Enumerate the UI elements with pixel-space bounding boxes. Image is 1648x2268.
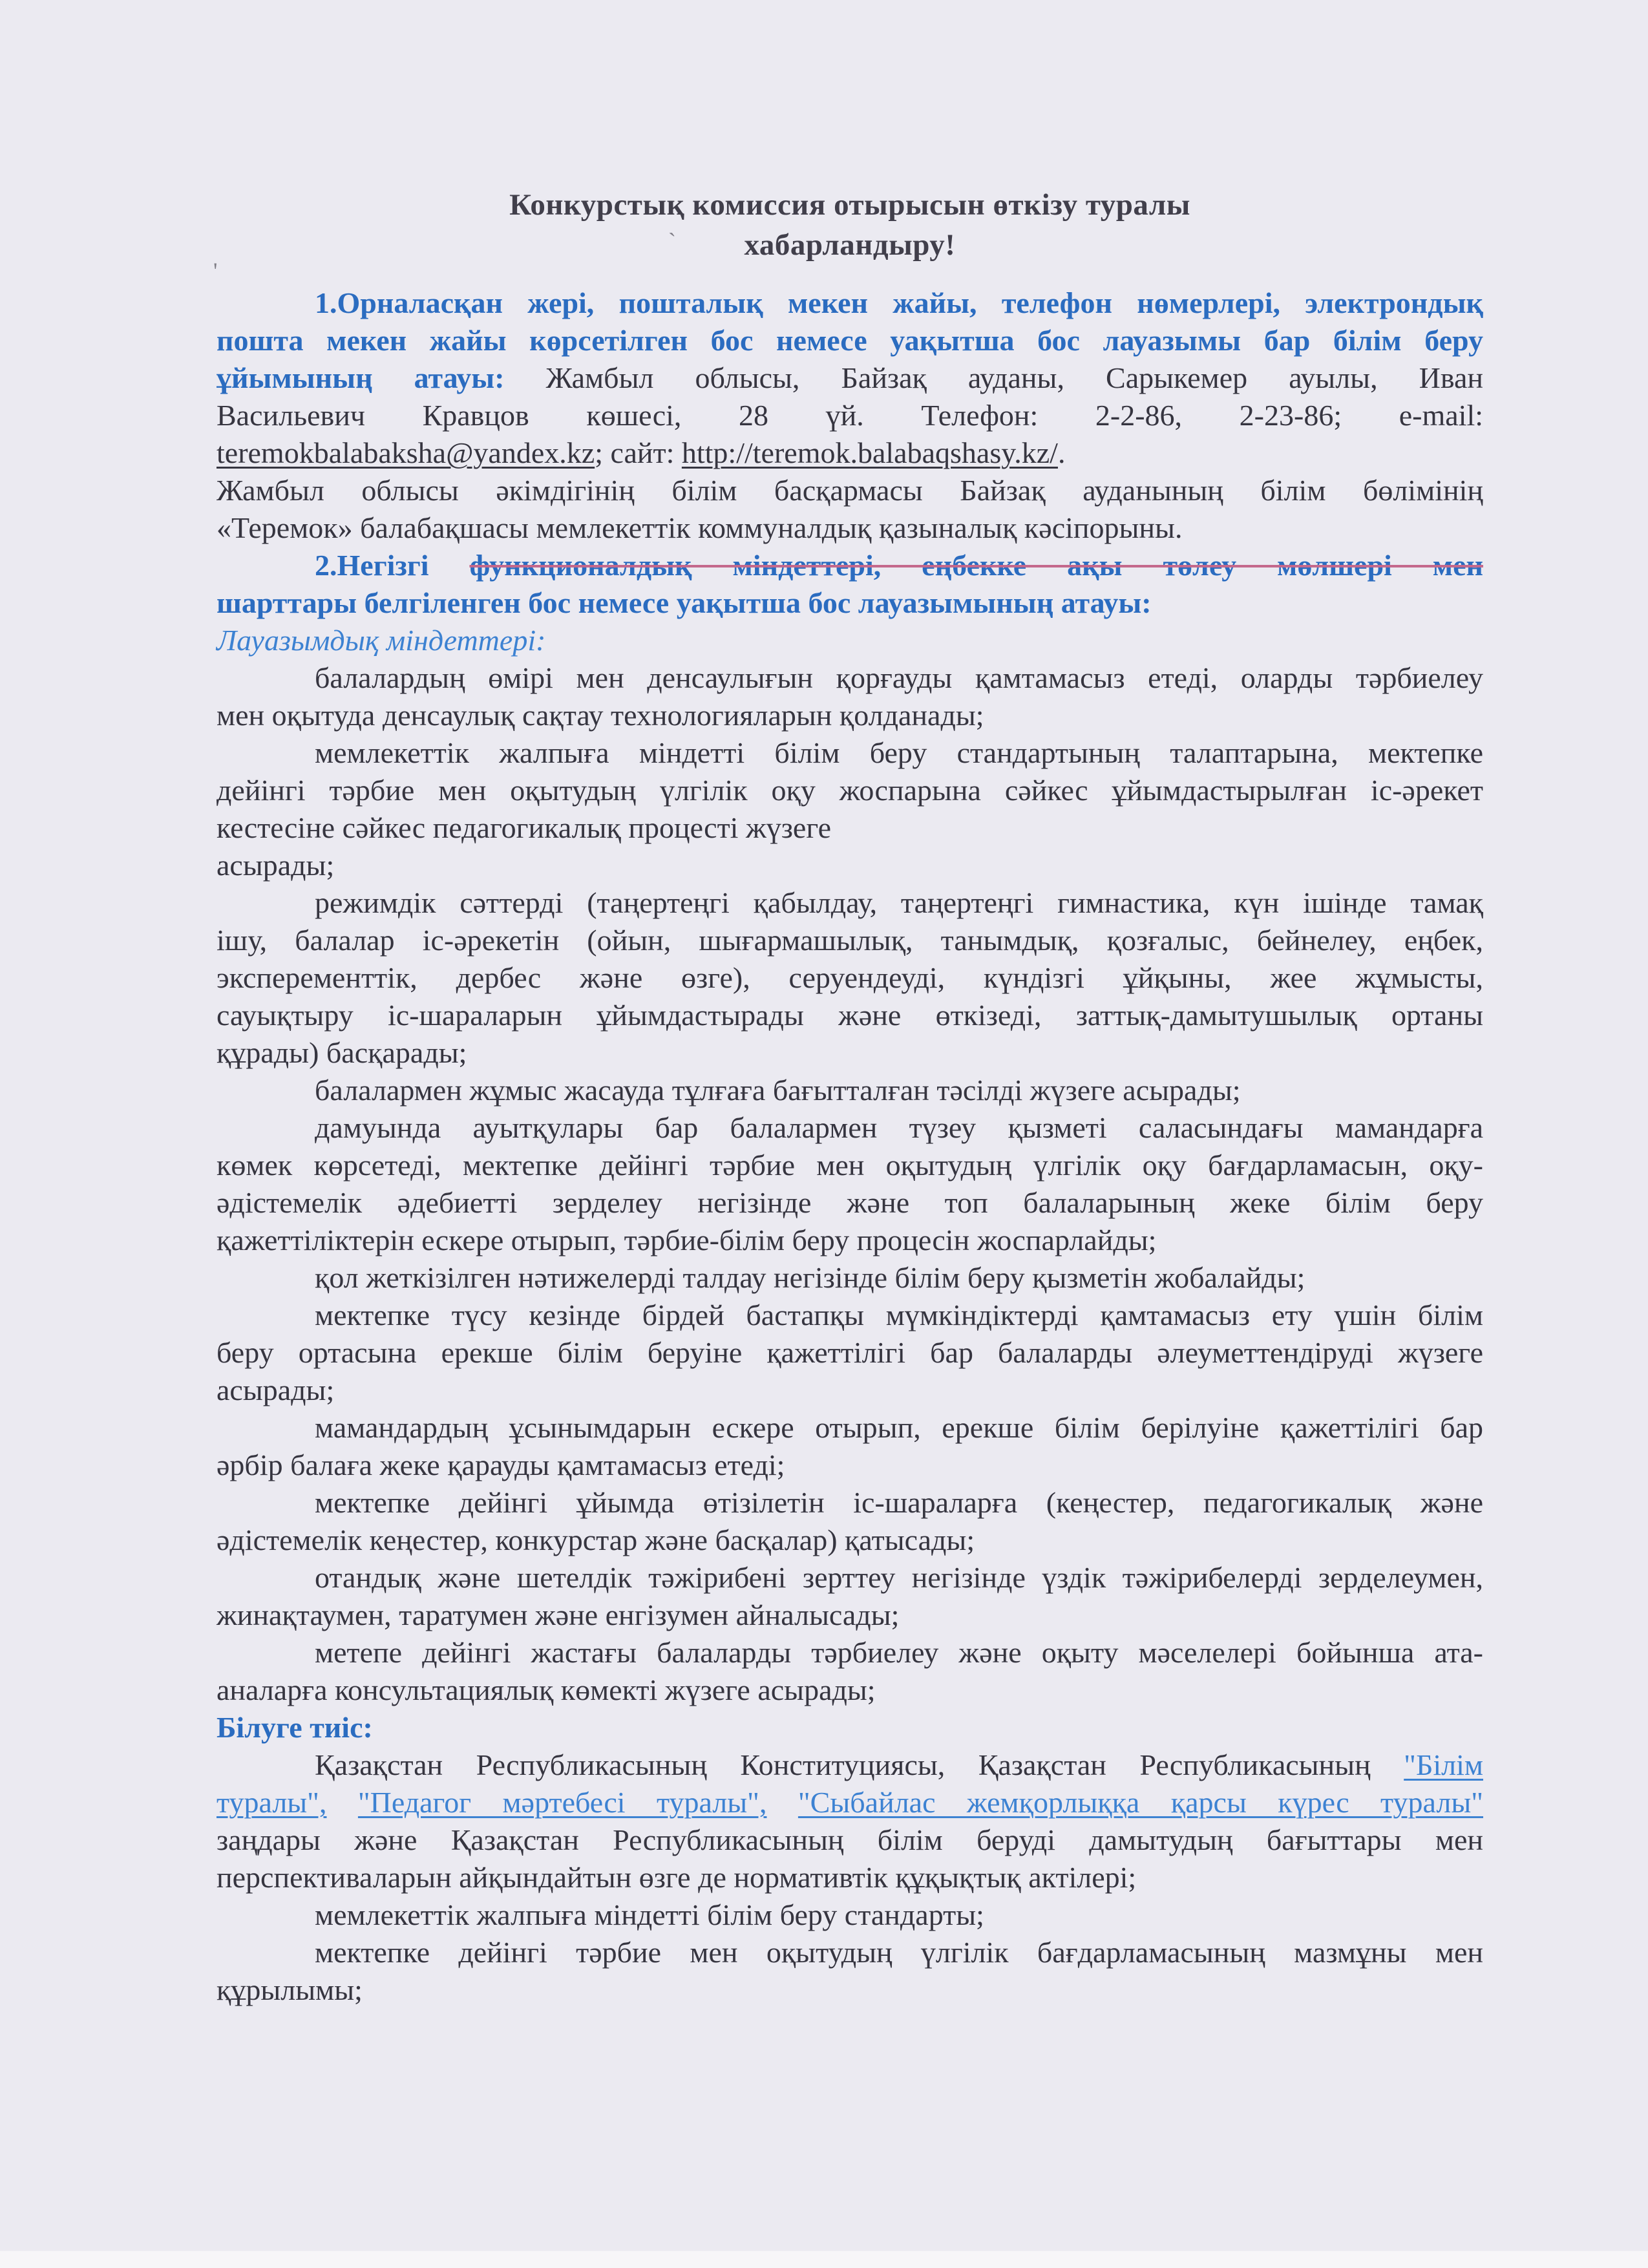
text-line [217,734,1483,772]
text-run: режимдік сәттерді (таңертеңгі қабылдау, таңертеңгі гимнастика, күн ішінде тамақ [315,886,1483,919]
text-line [217,1334,1483,1372]
text-run: балалардың өмірі мен денсаулығын қорғауды қамтамасыз етеді, оларды тәрбиелеу [315,661,1483,694]
text-run: қол жеткізілген нәтижелерді талдау негізінде білім беру қызметін жобалайды; [315,1261,1305,1294]
link[interactable]: http://teremok.balabaqshasy.kz/ [681,436,1058,469]
text-run: мен оқытуда денсаулық сақтау технологияларын қолданады; [217,699,984,732]
text-line [217,1671,1483,1709]
text-run: Жамбыл облысы әкімдігінің білім басқармасы Байзақ ауданының білім бөлімінің [217,474,1483,507]
text-line [217,1372,1483,1409]
text-run-bold: ұйымының атауы: [217,361,505,394]
text-run-bold: шарттары белгіленген бос немесе уақытша бос лауазымының атауы: [217,586,1152,619]
text-run-bold: 2.Негізгі [315,549,470,582]
text-line [217,659,1483,697]
text-run [766,1786,798,1819]
text-run: асырады; [217,849,335,882]
link[interactable]: "Сыбайлас жемқорлыққа қарсы күрес туралы" [798,1786,1484,1819]
text-run-bold: пошта мекен жайы көрсетілген бос немесе уақытша бос лауазымы бар білім беру [217,324,1483,357]
link[interactable]: teremokbalabaksha@yandex.kz [217,436,595,469]
link[interactable]: туралы", [217,1786,327,1819]
text-run: «Теремок» балабақшасы мемлекеттік коммуналдық қазыналық кәсіпорыны. [217,511,1183,544]
text-line [217,1746,1483,1784]
text-line [217,359,1483,397]
text-line [217,1072,1483,1109]
text-line [217,1784,1483,1821]
text-run: заңдары және Қазақстан Республикасының білім беруді дамытудың бағыттары мен [217,1823,1483,1856]
text-line [217,547,1483,584]
text-line [217,1147,1483,1184]
title-line-2: хабарландыру! [744,228,956,262]
text-line [217,1971,1483,2009]
text-line [217,847,1483,884]
text-run: асырады; [217,1373,335,1406]
scan-artifact: ` [668,228,676,254]
text-run: жинақтаумен, таратумен және енгізумен айналысады; [217,1598,900,1631]
document-title [217,185,1483,265]
scan-edge-strip [0,2251,1648,2268]
text-run-bold: 1.Орналасқан жері, пошталық мекен жайы, телефон нөмерлері, электрондық [315,286,1483,319]
text-line [217,959,1483,997]
text-line [217,772,1483,809]
text-run: Жамбыл облысы, Байзақ ауданы, Сарыкемер ауылы, Иван [504,361,1483,394]
text-line [217,1821,1483,1859]
text-run: перспективаларын айқындайтын өзге де нормативтік құқықтық актілері; [217,1861,1137,1894]
text-line [217,1447,1483,1484]
text-line [217,884,1483,922]
text-run: құрады) басқарады; [217,1036,467,1069]
text-run-italic: Лауазымдық міндеттері: [217,624,546,657]
text-line [217,922,1483,959]
text-line [217,322,1483,359]
text-run: мектепке дейінгі тәрбие мен оқытудың үлгілік бағдарламасының мазмұны мен [315,1936,1483,1969]
text-run: ішу, балалар іс-әрекетін (ойын, шығармашылық, танымдық, қозғалыс, бейнелеу, еңбек, [217,924,1483,957]
document-content [217,0,1483,2009]
text-line [217,397,1483,434]
text-run: метепе дейінгі жастағы балаларды тәрбиелеу және оқыту мәселелері бойынша ата- [315,1636,1483,1669]
text-run: әдістемелік кеңестер, конкурстар және басқалар) қатысады; [217,1523,975,1556]
text-run-strike: функционалдық міндеттері, еңбекке ақы төлеу мөлшері мен [469,549,1483,582]
text-line [217,1184,1483,1222]
text-line [217,1896,1483,1934]
text-line [217,509,1483,547]
text-run: дейінгі тәрбие мен оқытудың үлгілік оқу жоспарына сәйкес ұйымдастырылған іс-әрекет [217,774,1483,807]
text-line [217,1596,1483,1634]
text-run: кестесіне сәйкес педагогикалық процесті жүзеге [217,811,831,844]
text-run: сауықтыру іс-шараларын ұйымдастырады және өткізеді, заттық-дамытушылық ортаны [217,999,1483,1032]
document-body [217,284,1483,2009]
title-line-1: Конкурстық комиссия отырысын өткізу туралы [509,188,1190,222]
text-line [217,697,1483,734]
text-run: әдістемелік әдебиетті зерделеу негізінде және топ балаларының жеке білім беру [217,1186,1483,1219]
text-line [217,1484,1483,1521]
scan-artifact: ' [213,258,218,284]
text-run: Васильевич Кравцов көшесі, 28 үй. Телефон: 2-2-86, 2-23-86; e-mail: [217,399,1483,432]
text-run: дамуында ауытқулары бар балалармен түзеу қызметі саласындағы мамандарға [315,1111,1483,1144]
text-run: қажеттіліктерін ескере отырып, тәрбие-білім беру процесін жоспарлайды; [217,1224,1157,1256]
text-run: аналарға консультациялық көмекті жүзеге асырады; [217,1673,876,1706]
text-line [217,434,1483,472]
text-run: құрылымы; [217,1973,363,2006]
text-run: Қазақстан Республикасының Конституциясы, Қазақстан Республикасының [315,1748,1404,1781]
text-run [326,1786,357,1819]
text-line [217,1409,1483,1447]
text-run: мамандардың ұсынымдарын ескере отырып, ерекше білім берілуіне қажеттілігі бар [315,1411,1483,1444]
text-run: мемлекеттік жалпыға міндетті білім беру стандарты; [315,1898,984,1931]
text-line [217,284,1483,322]
text-line [217,997,1483,1034]
text-line [217,809,1483,847]
text-run: мектепке түсу кезінде бірдей бастапқы мүмкіндіктерді қамтамасыз ету үшін білім [315,1298,1483,1331]
text-run: отандық және шетелдік тәжірибені зерттеу негізінде үздік тәжірибелерді зерделеумен, [315,1561,1483,1594]
text-run: беру ортасына ерекше білім беруіне қажеттілігі бар балаларды әлеуметтендіруді жүзеге [217,1336,1483,1369]
text-line [217,1559,1483,1596]
text-line [217,1297,1483,1334]
text-run: эксперементтік, дербес және өзге), серуендеуді, күндізгі ұйқыны, жее жұмысты, [217,961,1483,994]
text-run: көмек көрсетеді, мектепке дейінгі тәрбие мен оқытудың үлгілік оқу бағдарламасын, оқу- [217,1149,1483,1182]
text-line [217,1222,1483,1259]
link[interactable]: "Білім [1404,1748,1483,1781]
text-line [217,1259,1483,1297]
text-run: ; сайт: [595,436,682,469]
text-run: . [1057,436,1066,469]
text-run: мектепке дейінгі ұйымда өтізілетін іс-шараларға (кеңестер, педагогикалық және [315,1486,1483,1519]
text-line [217,1934,1483,1971]
text-line [217,1109,1483,1147]
text-line [217,1521,1483,1559]
text-run: балалармен жұмыс жасауда тұлғаға бағытталған тәсілді жүзеге асырады; [315,1074,1241,1107]
text-line [217,1709,1483,1746]
text-line [217,584,1483,622]
text-line [217,1034,1483,1072]
link[interactable]: "Педагог мәртебесі туралы", [357,1786,767,1819]
text-run: әрбір балаға жеке қарауды қамтамасыз етеді; [217,1448,785,1481]
text-line [217,622,1483,659]
text-run: мемлекеттік жалпыға міндетті білім беру стандартының талаптарына, мектепке [315,736,1483,769]
text-run-bold: Білуге тиіс: [217,1711,373,1744]
text-line [217,1634,1483,1671]
text-line [217,472,1483,509]
text-line [217,1859,1483,1896]
